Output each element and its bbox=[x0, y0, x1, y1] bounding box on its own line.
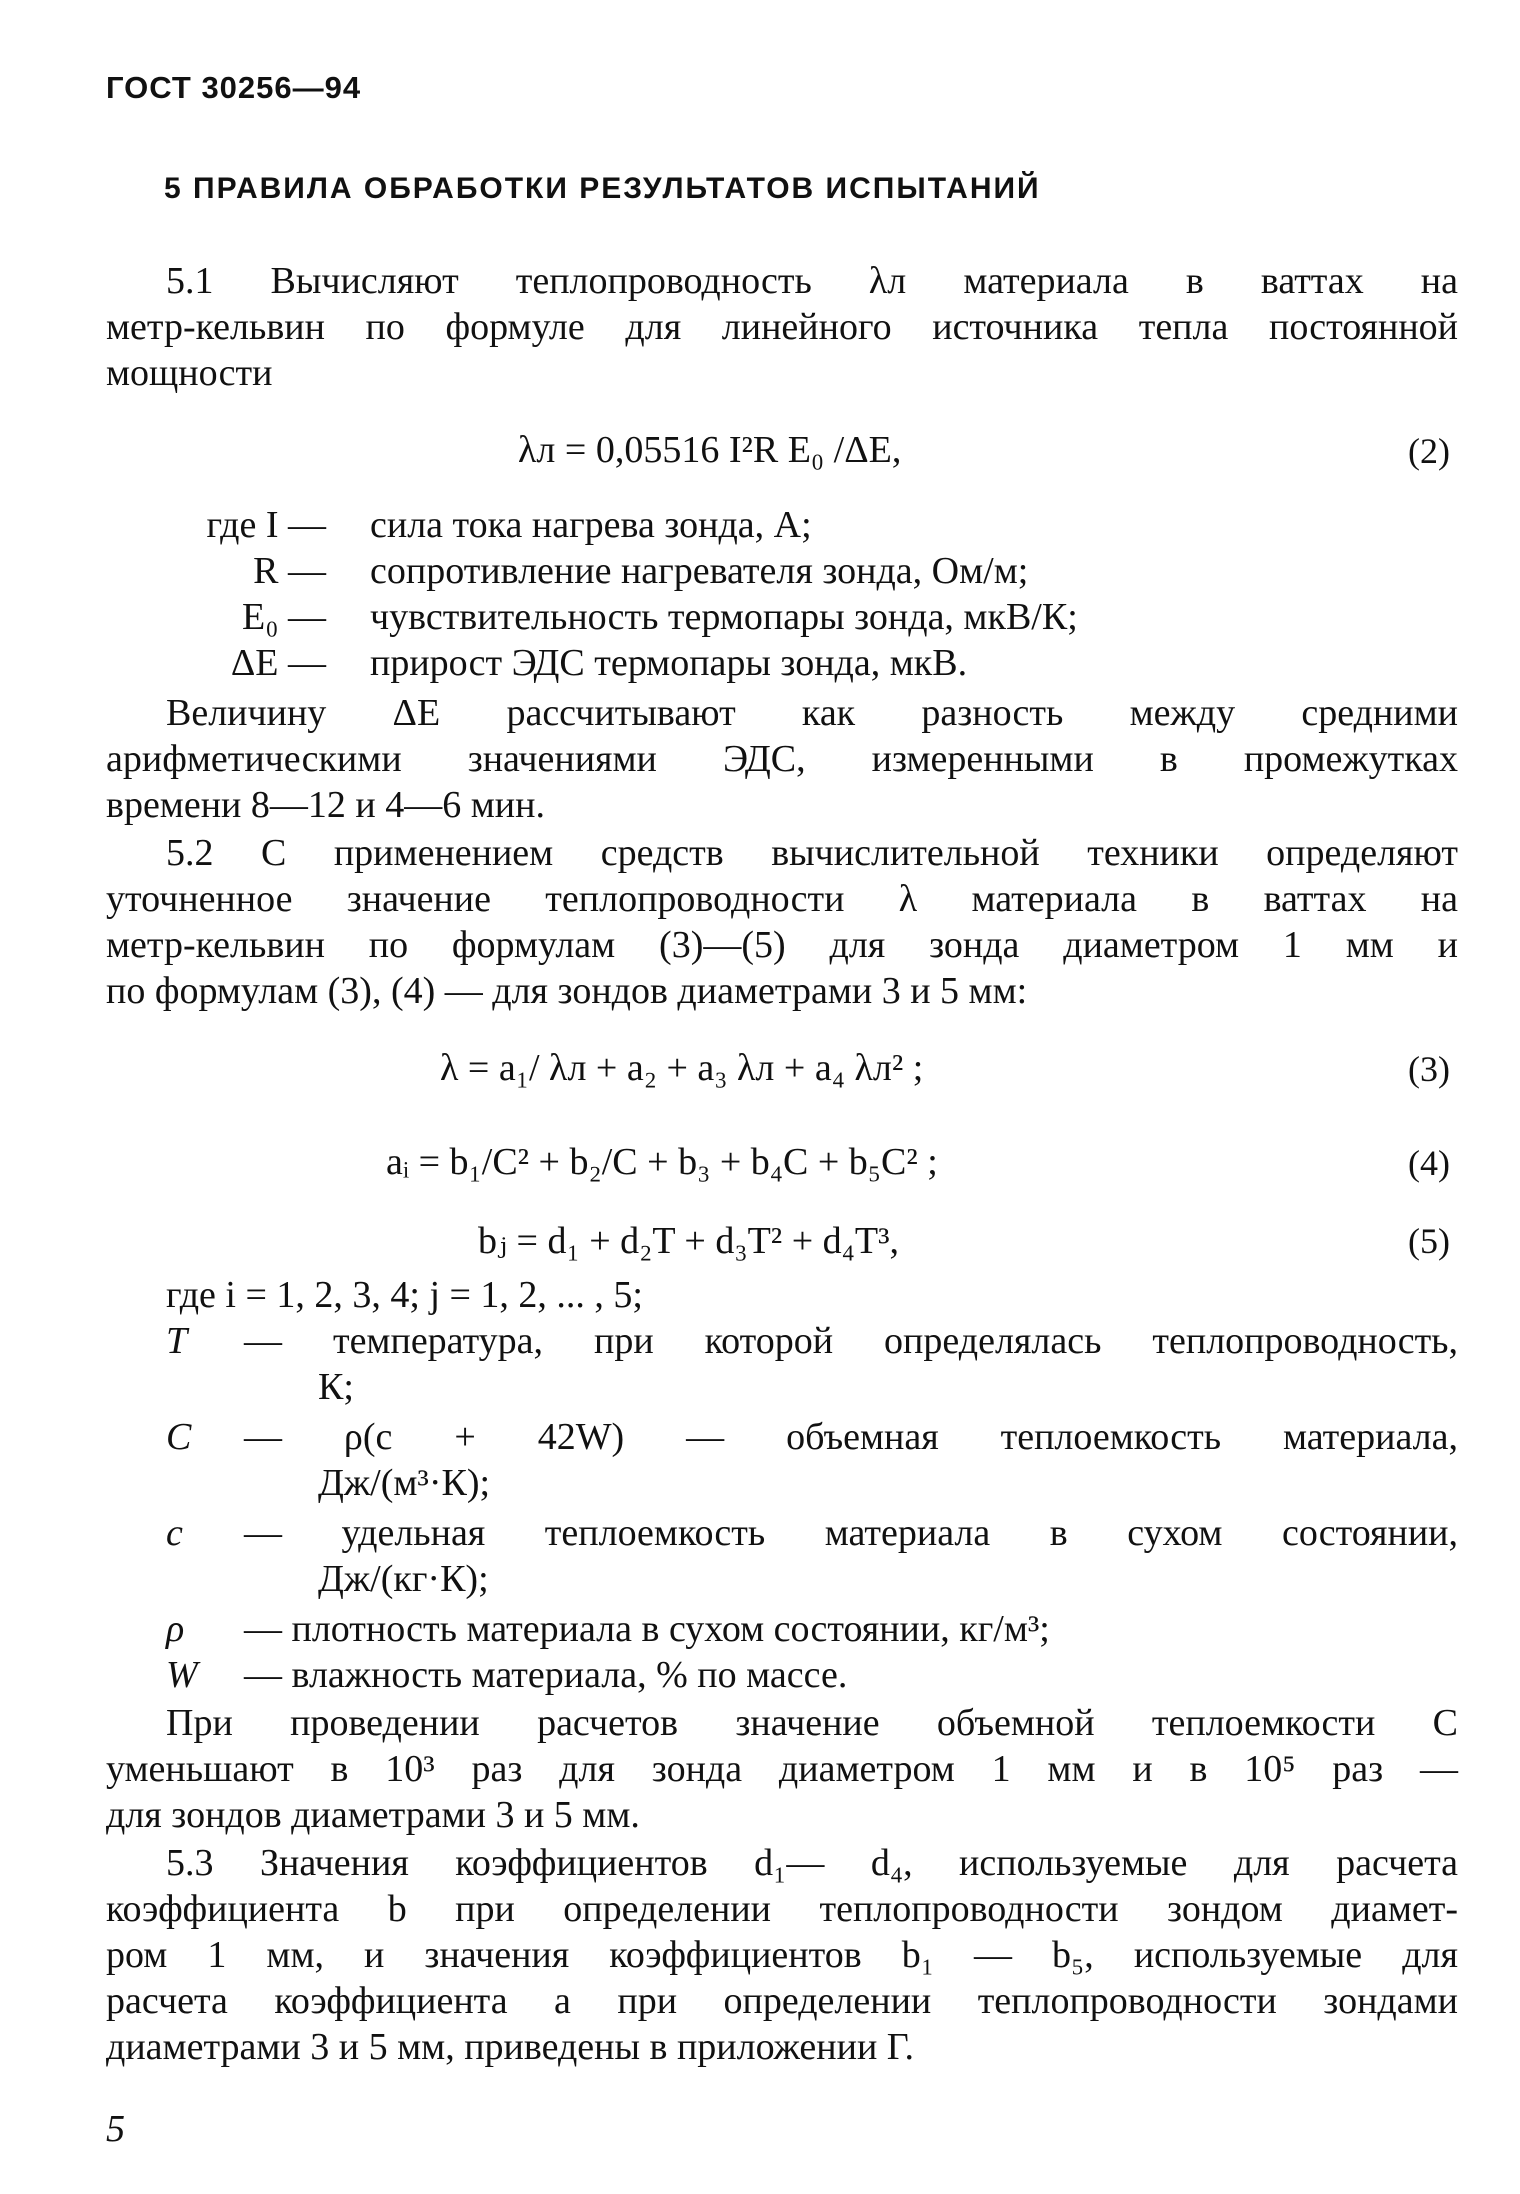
page-number: 5 bbox=[106, 2108, 125, 2150]
p51-line3: мощности bbox=[106, 352, 273, 394]
formula-2-number: (2) bbox=[1408, 431, 1450, 471]
where1-desc-1: сопротивление нагревателя зонда, Ом/м; bbox=[370, 550, 1029, 592]
p52-line4: по формулам (3), (4) — для зондов диаметрами 3 и 5 мм: bbox=[106, 970, 1028, 1012]
where2-c-sym: c bbox=[166, 1512, 183, 1554]
where2-C-desc2: Дж/(м³·К); bbox=[318, 1462, 491, 1504]
where2-T-desc1: — температура, при которой определялась теплопроводность, bbox=[244, 1320, 1458, 1362]
p52-line3: метр-кельвин по формулам (3)—(5) для зонда диаметром 1 мм и bbox=[106, 924, 1458, 966]
p53-line2: коэффициента b при определении теплопроводности зондом диамет- bbox=[106, 1888, 1458, 1930]
formula-3-number: (3) bbox=[1408, 1049, 1450, 1089]
p51-line1: 5.1 Вычисляют теплопроводность λл материала в ваттах на bbox=[166, 260, 1458, 302]
where1-desc-3: прирост ЭДС термопары зонда, мкВ. bbox=[370, 642, 968, 684]
formula-3: λ = a₁/ λл + a₂ + a₃ λл + a₄ λл² ; bbox=[440, 1047, 924, 1089]
where2-rho-desc1: — плотность материала в сухом состоянии, кг/м³; bbox=[244, 1608, 1050, 1650]
formula-4: aᵢ = b₁/C² + b₂/C + b₃ + b₄C + b₅C² ; bbox=[386, 1141, 938, 1183]
calc-note-line3: для зондов диаметрами 3 и 5 мм. bbox=[106, 1794, 640, 1836]
where2-c-desc1: — удельная теплоемкость материала в сухом состоянии, bbox=[244, 1512, 1458, 1554]
where2-C-sym: C bbox=[166, 1416, 192, 1458]
calc-note-line1: При проведении расчетов значение объемной теплоемкости C bbox=[166, 1702, 1458, 1744]
where2-intro: где i = 1, 2, 3, 4; j = 1, 2, ... , 5; bbox=[166, 1274, 643, 1316]
where1-sym-2: E₀ — bbox=[242, 596, 326, 638]
deltaE-line3: времени 8—12 и 4—6 мин. bbox=[106, 784, 545, 826]
where2-W-sym: W bbox=[166, 1654, 198, 1696]
where2-T-sym: T bbox=[166, 1320, 188, 1362]
p53-line1: 5.3 Значения коэффициентов d₁— d₄, используемые для расчета bbox=[166, 1842, 1458, 1884]
where1-sym-1: R — bbox=[253, 550, 326, 592]
p51-line2: метр-кельвин по формуле для линейного источника тепла постоянной bbox=[106, 306, 1458, 348]
p53-line3: ром 1 мм, и значения коэффициентов b₁ — b₅, используемые для bbox=[106, 1934, 1458, 1976]
formula-2: λл = 0,05516 I²R E₀ /ΔE, bbox=[518, 429, 902, 471]
where2-c-desc2: Дж/(кг·К); bbox=[318, 1558, 489, 1600]
deltaE-line1: Величину ΔE рассчитывают как разность между средними bbox=[166, 692, 1458, 734]
where1-desc-0: сила тока нагрева зонда, А; bbox=[370, 504, 812, 546]
p52-line2: уточненное значение теплопроводности λ материала в ваттах на bbox=[106, 878, 1458, 920]
formula-4-number: (4) bbox=[1408, 1143, 1450, 1183]
formula-5-number: (5) bbox=[1408, 1221, 1450, 1261]
where2-C-desc1: — ρ(c + 42W) — объемная теплоемкость материала, bbox=[244, 1416, 1458, 1458]
where1-sym-0: где I — bbox=[206, 504, 326, 546]
calc-note-line2: уменьшают в 10³ раз для зонда диаметром 1 мм и в 10⁵ раз — bbox=[106, 1748, 1458, 1790]
where1-sym-3: ΔE — bbox=[230, 642, 326, 684]
where2-W-desc1: — влажность материала, % по массе. bbox=[244, 1654, 848, 1696]
deltaE-line2: арифметическими значениями ЭДС, измеренными в промежутках bbox=[106, 738, 1458, 780]
where1-desc-2: чувствительность термопары зонда, мкВ/К; bbox=[370, 596, 1078, 638]
section-title: 5 ПРАВИЛА ОБРАБОТКИ РЕЗУЛЬТАТОВ ИСПЫТАНИЙ bbox=[164, 172, 1041, 205]
p53-line4: расчета коэффициента a при определении теплопроводности зондами bbox=[106, 1980, 1458, 2022]
standard-header: ГОСТ 30256—94 bbox=[106, 70, 362, 105]
formula-5: bⱼ = d₁ + d₂T + d₃T² + d₄T³, bbox=[478, 1220, 899, 1262]
p52-line1: 5.2 С применением средств вычислительной техники определяют bbox=[166, 832, 1458, 874]
where2-T-desc2: К; bbox=[318, 1366, 354, 1408]
p53-line5: диаметрами 3 и 5 мм, приведены в приложении Г. bbox=[106, 2026, 914, 2068]
where2-rho-sym: ρ bbox=[166, 1608, 185, 1650]
